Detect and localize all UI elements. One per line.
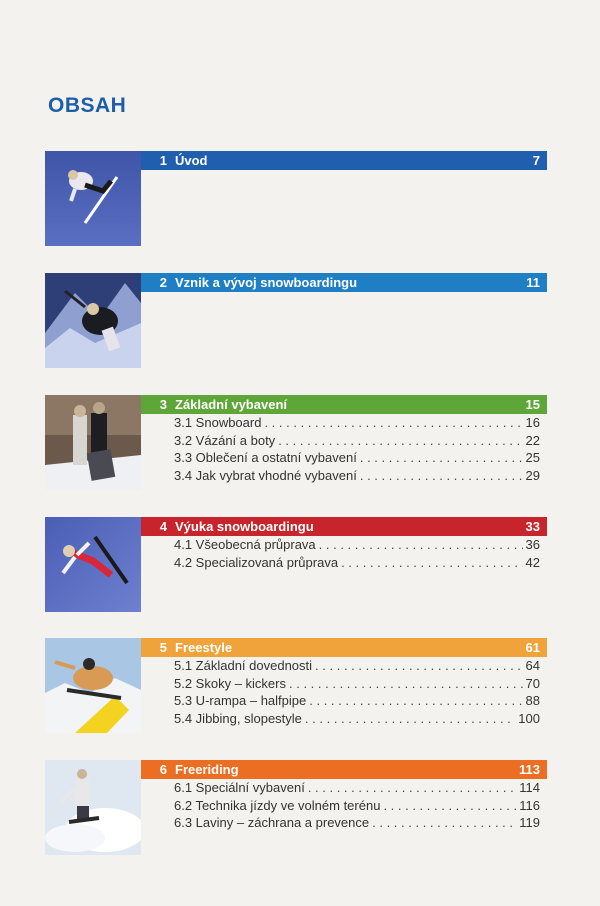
chapter-2-photo [45,273,141,368]
chapter-6-header [141,760,547,779]
toc-entry: 3.2 Vázání a boty . . . 22 [174,432,540,450]
chapter-1-photo [45,151,141,246]
toc-entry: 4.2 Specializovaná průprava . . . 42 [174,554,540,572]
chapter-title: Základní vybavení [175,397,287,412]
chapter-4-photo [45,517,141,612]
chapter-number: 2 [159,275,167,290]
chapter-3-header [141,395,547,414]
chapter-3-photo [45,395,141,490]
chapter-6-entries [174,779,540,832]
chapter-2-header [141,273,547,292]
toc-entry: 5.4 Jibbing, slopestyle . . . 100 [174,710,540,728]
toc-entry: 3.3 Oblečení a ostatní vybavení . . . 25 [174,449,540,467]
toc-entry: 5.2 Skoky – kickers . . . 70 [174,675,540,693]
chapter-page: 15 [525,397,540,412]
toc-entry: 3.1 Snowboard . . . 16 [174,414,540,432]
chapter-number: 4 [159,519,167,534]
chapter-5-photo [45,638,141,733]
toc-entry: 6.2 Technika jízdy ve volném terénu . . . 116 [174,797,540,815]
toc-entry: 6.3 Laviny – záchrana a prevence . . . 119 [174,814,540,832]
chapter-number: 5 [159,640,167,655]
chapter-number: 1 [159,153,167,168]
chapter-title: Freeriding [175,762,239,777]
chapter-6-photo [45,760,141,855]
chapter-1-header [141,151,547,170]
chapter-page: 7 [532,153,540,168]
chapter-title: Freestyle [175,640,233,655]
chapter-page: 33 [525,519,540,534]
page-title: OBSAH [48,94,127,117]
toc-entry: 5.3 U-rampa – halfpipe . . . 88 [174,692,540,710]
chapter-title: Výuka snowboardingu [175,519,314,534]
chapter-number: 6 [159,762,167,777]
chapter-5-entries [174,657,540,727]
chapter-page: 113 [519,762,540,777]
toc-entry: 5.1 Základní dovednosti . . . 64 [174,657,540,675]
chapter-4-header [141,517,547,536]
toc-entry: 4.1 Všeobecná průprava . . . 36 [174,536,540,554]
chapter-page: 11 [526,275,540,290]
toc-entry: 3.4 Jak vybrat vhodné vybavení . . . 29 [174,467,540,485]
chapter-page: 61 [525,640,540,655]
chapter-4-entries [174,536,540,571]
chapter-title: Vznik a vývoj snowboardingu [175,275,358,290]
chapter-title: Úvod [175,153,208,168]
chapter-number: 3 [159,397,167,412]
chapter-3-entries [174,414,540,484]
chapter-5-header [141,638,547,657]
toc-entry: 6.1 Speciální vybavení . . . 114 [174,779,540,797]
